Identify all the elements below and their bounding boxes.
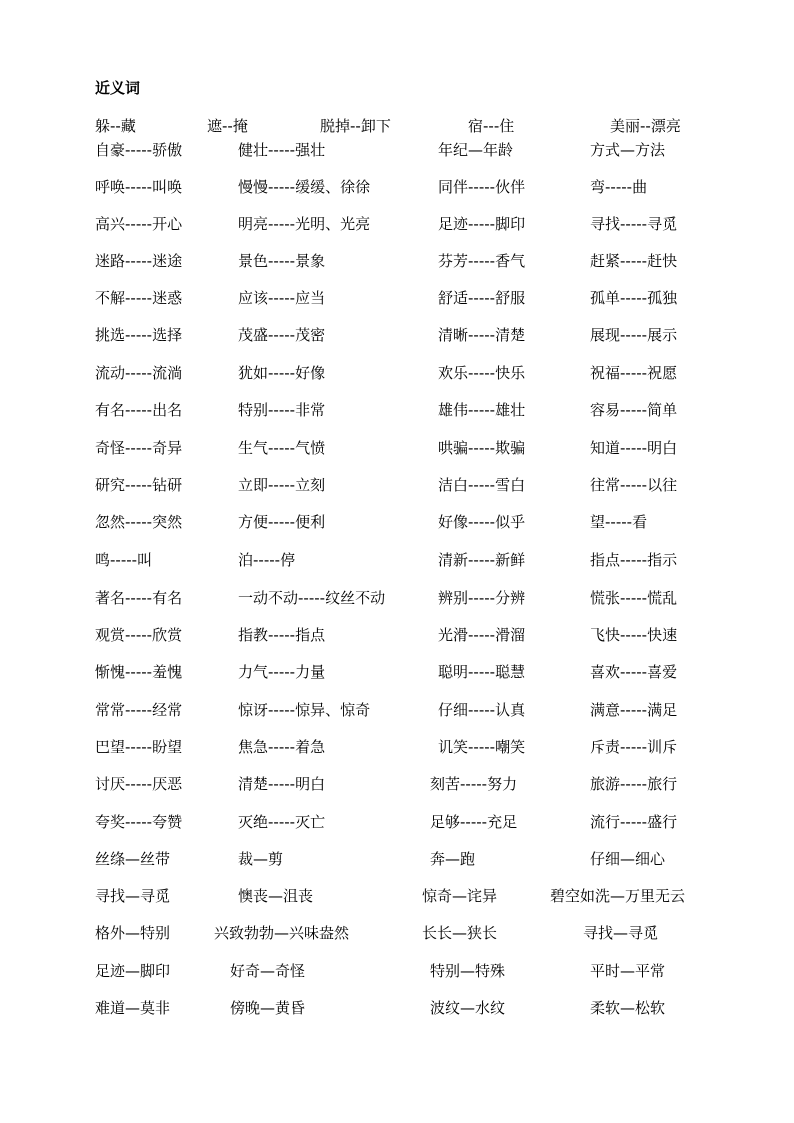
- synonym-pair: 同伴-----伙伴: [438, 178, 526, 196]
- synonym-pair: 忽然-----突然: [95, 513, 183, 531]
- synonym-row: [0, 115, 794, 137]
- synonym-pair: 丝绦—丝带: [95, 850, 171, 868]
- synonym-pair: 芬芳-----香气: [438, 252, 526, 270]
- synonym-pair: 惭愧-----羞愧: [95, 663, 183, 681]
- synonym-pair: 明亮-----光明、光亮: [238, 215, 371, 233]
- synonym-pair: 年纪—年龄: [438, 141, 514, 159]
- synonym-pair: 迷路-----迷途: [95, 252, 183, 270]
- synonym-pair: 呼唤-----叫唤: [95, 178, 183, 196]
- synonym-pair: 聪明-----聪慧: [438, 663, 526, 681]
- synonym-pair: 生气-----气愤: [238, 439, 326, 457]
- synonym-row: [0, 587, 794, 609]
- synonym-row: [0, 699, 794, 721]
- synonym-pair: 慌张-----慌乱: [590, 589, 678, 607]
- synonym-pair: 欢乐-----快乐: [438, 364, 526, 382]
- synonym-pair: 躲--藏: [95, 117, 136, 135]
- synonym-pair: 立即-----立刻: [238, 476, 326, 494]
- synonym-pair: 自豪-----骄傲: [95, 141, 183, 159]
- synonym-pair: 斥责-----训斥: [590, 738, 678, 756]
- synonym-pair: 仔细-----认真: [438, 701, 526, 719]
- synonym-pair: 辨别-----分辨: [438, 589, 526, 607]
- synonym-pair: 洁白-----雪白: [438, 476, 526, 494]
- synonym-pair: 美丽--漂亮: [610, 117, 681, 135]
- synonym-row: [0, 287, 794, 309]
- synonym-pair: 足迹—脚印: [95, 962, 171, 980]
- synonym-pair: 足迹-----脚印: [438, 215, 526, 233]
- synonym-row: [0, 176, 794, 198]
- synonym-row: [0, 399, 794, 421]
- synonym-pair: 遮--掩: [207, 117, 248, 135]
- synonym-pair: 讨厌-----厌恶: [95, 775, 183, 793]
- synonym-pair: 哄骗-----欺骗: [438, 439, 526, 457]
- synonym-pair: 茂盛-----茂密: [238, 326, 326, 344]
- synonym-pair: 弯-----曲: [590, 178, 648, 196]
- synonym-pair: 清晰-----清楚: [438, 326, 526, 344]
- synonym-pair: 景色-----景象: [238, 252, 326, 270]
- synonym-pair: 旅游-----旅行: [590, 775, 678, 793]
- synonym-pair: 碧空如洗—万里无云: [550, 887, 686, 905]
- synonym-pair: 奔—跑: [430, 850, 476, 868]
- synonym-pair: 柔软—松软: [590, 999, 666, 1017]
- synonym-pair: 喜欢-----喜爱: [590, 663, 678, 681]
- synonym-pair: 兴致勃勃—兴味盎然: [214, 924, 350, 942]
- synonym-pair: 脱掉--卸下: [320, 117, 391, 135]
- synonym-pair: 惊讶-----惊异、惊奇: [238, 701, 371, 719]
- synonym-pair: 方便-----便利: [238, 513, 326, 531]
- synonym-pair: 仔细—细心: [590, 850, 666, 868]
- synonym-pair: 指教-----指点: [238, 626, 326, 644]
- synonym-pair: 观赏-----欣赏: [95, 626, 183, 644]
- synonym-row: [0, 922, 794, 944]
- synonym-pair: 清楚-----明白: [238, 775, 326, 793]
- synonym-pair: 研究-----钻研: [95, 476, 183, 494]
- synonym-pair: 流动-----流淌: [95, 364, 183, 382]
- synonym-pair: 不解-----迷惑: [95, 289, 183, 307]
- synonym-row: [0, 213, 794, 235]
- synonym-pair: 展现-----展示: [590, 326, 678, 344]
- synonym-pair: 著名-----有名: [95, 589, 183, 607]
- synonym-pair: 夸奖-----夸赞: [95, 813, 183, 831]
- synonym-pair: 舒适-----舒服: [438, 289, 526, 307]
- synonym-pair: 格外—特别: [95, 924, 171, 942]
- synonym-pair: 常常-----经常: [95, 701, 183, 719]
- synonym-pair: 傍晚—黄昏: [230, 999, 306, 1017]
- synonym-pair: 长长—狭长: [422, 924, 498, 942]
- synonym-row: [0, 661, 794, 683]
- synonym-pair: 满意-----满足: [590, 701, 678, 719]
- synonym-pair: 平时—平常: [590, 962, 666, 980]
- synonym-pair: 好像-----似乎: [438, 513, 526, 531]
- synonym-pair: 寻找—寻觅: [583, 924, 659, 942]
- synonym-pair: 慢慢-----缓缓、徐徐: [238, 178, 371, 196]
- synonym-pair: 刻苦-----努力: [430, 775, 518, 793]
- synonym-pair: 寻找-----寻觅: [590, 215, 678, 233]
- synonym-pair: 高兴-----开心: [95, 215, 183, 233]
- synonym-row: [0, 773, 794, 795]
- synonym-pair: 灭绝-----灭亡: [238, 813, 326, 831]
- synonym-row: [0, 250, 794, 272]
- synonym-pair: 特别—特殊: [430, 962, 506, 980]
- synonym-pair: 望-----看: [590, 513, 648, 531]
- synonym-pair: 巴望-----盼望: [95, 738, 183, 756]
- synonym-pair: 容易-----简单: [590, 401, 678, 419]
- synonym-row: [0, 624, 794, 646]
- synonym-pair: 指点-----指示: [590, 551, 678, 569]
- synonym-pair: 一动不动-----纹丝不动: [238, 589, 386, 607]
- page-title: 近义词: [95, 79, 141, 97]
- synonym-pair: 鸣-----叫: [95, 551, 153, 569]
- synonym-row: [0, 997, 794, 1019]
- synonym-row: [0, 362, 794, 384]
- synonym-pair: 往常-----以往: [590, 476, 678, 494]
- synonym-row: [0, 474, 794, 496]
- synonym-pair: 犹如-----好像: [238, 364, 326, 382]
- synonym-pair: 力气-----力量: [238, 663, 326, 681]
- synonym-pair: 挑选-----选择: [95, 326, 183, 344]
- synonym-pair: 泊-----停: [238, 551, 296, 569]
- synonym-pair: 波纹—水纹: [430, 999, 506, 1017]
- synonym-pair: 光滑-----滑溜: [438, 626, 526, 644]
- synonym-row: [0, 960, 794, 982]
- synonym-pair: 难道—莫非: [95, 999, 171, 1017]
- synonym-row: [0, 139, 794, 161]
- synonym-pair: 清新-----新鲜: [438, 551, 526, 569]
- synonym-pair: 特别-----非常: [238, 401, 326, 419]
- synonym-pair: 宿---住: [468, 117, 515, 135]
- synonym-pair: 寻找—寻觅: [95, 887, 171, 905]
- synonym-pair: 雄伟-----雄壮: [438, 401, 526, 419]
- synonym-pair: 知道-----明白: [590, 439, 678, 457]
- synonym-pair: 赶紧-----赶快: [590, 252, 678, 270]
- synonym-row: [0, 437, 794, 459]
- synonym-pair: 好奇—奇怪: [230, 962, 306, 980]
- synonym-row: [0, 549, 794, 571]
- synonym-pair: 有名-----出名: [95, 401, 183, 419]
- synonym-row: [0, 324, 794, 346]
- synonym-pair: 讥笑-----嘲笑: [438, 738, 526, 756]
- synonym-row: [0, 511, 794, 533]
- synonym-pair: 祝福-----祝愿: [590, 364, 678, 382]
- synonym-pair: 惊奇—诧异: [422, 887, 498, 905]
- synonym-pair: 健壮-----强壮: [238, 141, 326, 159]
- synonym-pair: 孤单-----孤独: [590, 289, 678, 307]
- synonym-pair: 奇怪-----奇异: [95, 439, 183, 457]
- synonym-row: [0, 848, 794, 870]
- synonym-pair: 流行-----盛行: [590, 813, 678, 831]
- synonym-pair: 裁—剪: [238, 850, 284, 868]
- synonym-pair: 足够-----充足: [430, 813, 518, 831]
- synonym-row: [0, 811, 794, 833]
- synonym-row: [0, 736, 794, 758]
- synonym-pair: 方式—方法: [590, 141, 666, 159]
- synonym-row: [0, 885, 794, 907]
- synonym-pair: 飞快-----快速: [590, 626, 678, 644]
- synonym-pair: 焦急-----着急: [238, 738, 326, 756]
- synonym-pair: 懊丧—沮丧: [238, 887, 314, 905]
- synonym-pair: 应该-----应当: [238, 289, 326, 307]
